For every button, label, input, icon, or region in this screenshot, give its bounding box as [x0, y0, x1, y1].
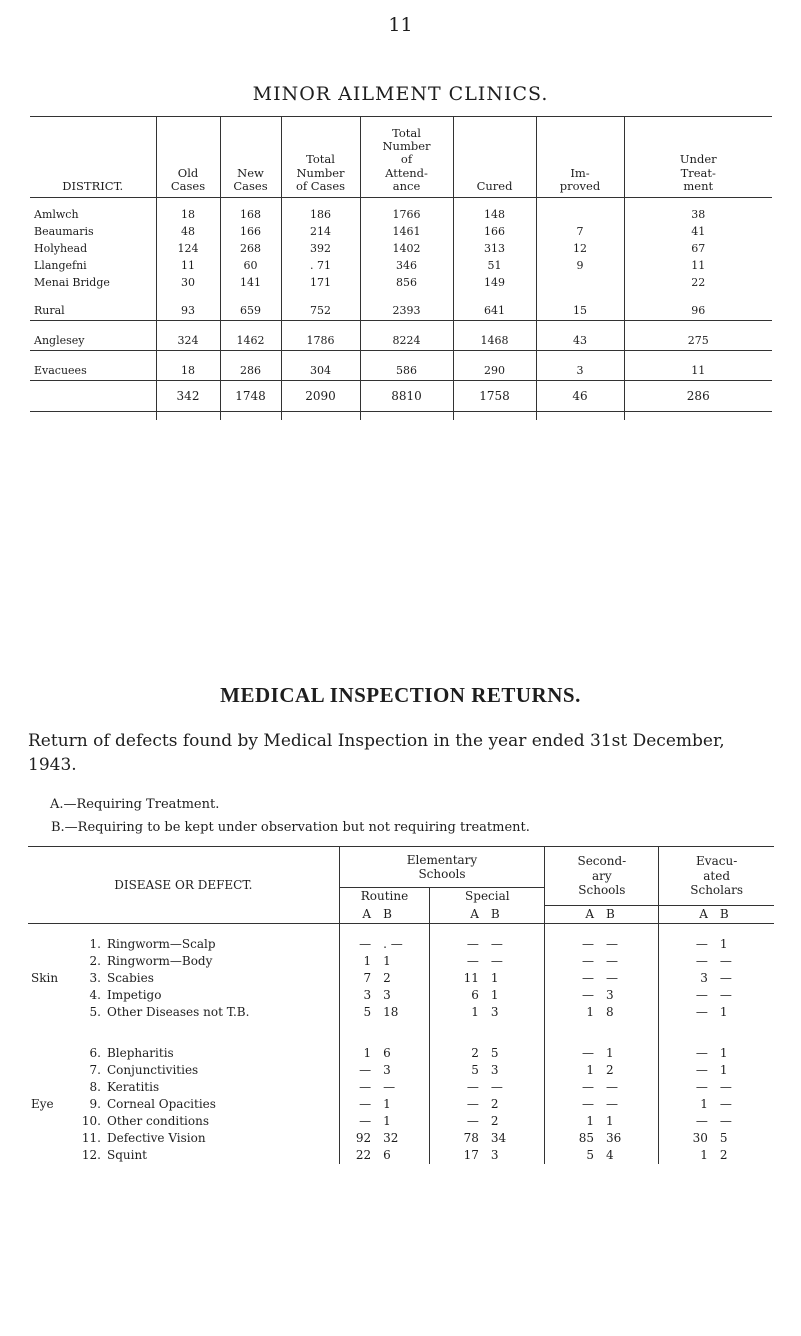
sb-cell: 1	[490, 988, 499, 1002]
defect-label: Scabies	[106, 971, 154, 985]
district-cell	[30, 381, 156, 412]
cured-cell: 290	[453, 351, 536, 381]
secb-cell: 36	[606, 1131, 622, 1145]
sb-cell: —	[490, 937, 503, 951]
eva-cell: 30	[659, 1130, 714, 1147]
cured-cell: 166	[453, 223, 536, 240]
district-cell: Menai Bridge	[34, 276, 110, 289]
attendance-cell: 1402	[360, 240, 453, 257]
defect-number: 11.	[81, 1131, 101, 1145]
secb-cell: —	[606, 954, 618, 968]
col-header-routine: Routine	[339, 888, 430, 906]
col-header-a: A	[430, 905, 485, 923]
col-header-total-cases: Total Number of Cases	[281, 117, 360, 198]
total-cell: 752	[281, 291, 360, 321]
eva-cell: 1	[659, 1147, 714, 1164]
sa-cell: —	[430, 936, 485, 953]
defect-name	[77, 1147, 339, 1164]
cured-cell: 148	[453, 206, 536, 223]
table-row	[28, 1079, 774, 1096]
evb-cell: 2	[719, 1148, 728, 1162]
secb-cell: 3	[606, 988, 614, 1002]
seca-cell: —	[545, 970, 600, 987]
old-cell: 124	[156, 240, 220, 257]
under-cell: 38	[624, 206, 772, 223]
new-cell: 166	[220, 223, 281, 240]
rb-cell: 1	[383, 1114, 391, 1128]
seca-cell: —	[545, 987, 600, 1004]
eva-cell: —	[659, 1004, 714, 1021]
sb-cell: 1	[490, 971, 499, 985]
defect-number: 12.	[81, 1148, 101, 1162]
group-label	[28, 953, 77, 970]
seca-cell: 1	[545, 1004, 600, 1021]
col-header-under-treatment: Under Treat- ment	[624, 117, 772, 198]
secb-cell: 4	[606, 1148, 614, 1162]
total-cell: 1786	[281, 321, 360, 351]
defect-number: 2.	[89, 954, 101, 968]
evb-cell: 5	[719, 1131, 728, 1145]
defect-number: 10.	[81, 1114, 101, 1128]
district-cell: Evacuees	[34, 364, 87, 377]
ra-cell: 22	[339, 1147, 377, 1164]
defect-label: Squint	[106, 1148, 148, 1162]
defect-label: Defective Vision	[106, 1131, 206, 1145]
seca-cell: 85	[545, 1130, 600, 1147]
attendance-cell: 1461	[360, 223, 453, 240]
under-cell: 286	[624, 381, 772, 412]
district-cell: Holyhead	[34, 242, 88, 255]
improved-cell: 46	[536, 381, 624, 412]
secb-cell: —	[606, 937, 618, 951]
defect-label: Keratitis	[106, 1080, 160, 1094]
table-header-row	[30, 117, 772, 198]
ra-cell: 1	[339, 1045, 377, 1062]
col-header-old-cases: Old Cases	[156, 117, 220, 198]
table-row	[28, 1113, 774, 1130]
defect-label: Conjunctivities	[106, 1063, 199, 1077]
eva-cell: —	[659, 987, 714, 1004]
defect-name	[77, 1045, 339, 1062]
spacer-row	[30, 412, 772, 421]
table-row	[28, 936, 774, 953]
improved-cell: 3	[536, 351, 624, 381]
evb-cell: —	[719, 988, 732, 1002]
table-row	[30, 240, 772, 257]
total-cell: 171	[281, 274, 360, 291]
old-cell: 48	[156, 223, 220, 240]
cured-cell: 1758	[453, 381, 536, 412]
secb-cell: —	[606, 1080, 618, 1094]
table-row	[28, 1147, 774, 1164]
total-cell: 2090	[281, 381, 360, 412]
evb-cell: 1	[719, 1046, 728, 1060]
defect-name	[77, 1079, 339, 1096]
group-label	[28, 1113, 77, 1130]
eva-cell: 1	[659, 1096, 714, 1113]
spacer-row	[28, 1021, 774, 1033]
new-cell: 141	[220, 274, 281, 291]
defects-table	[28, 846, 774, 1164]
under-cell: 11	[624, 351, 772, 381]
rb-cell: 32	[383, 1131, 399, 1145]
defect-name	[77, 936, 339, 953]
attendance-cell: 2393	[360, 291, 453, 321]
sa-cell: 2	[430, 1045, 485, 1062]
under-cell: 275	[624, 321, 772, 351]
rb-cell: 18	[383, 1005, 399, 1019]
old-cell: 18	[156, 351, 220, 381]
table-row	[30, 381, 772, 412]
table-row	[28, 1096, 774, 1113]
total-cell: . 71	[281, 257, 360, 274]
ra-cell: 92	[339, 1130, 377, 1147]
col-header-a: A	[339, 905, 377, 923]
group-label	[28, 1130, 77, 1147]
cured-cell: 1468	[453, 321, 536, 351]
attendance-cell: 856	[360, 274, 453, 291]
defect-number: 5.	[89, 1005, 101, 1019]
sb-cell: 2	[490, 1114, 499, 1128]
group-label	[28, 1045, 77, 1062]
group-label	[28, 1147, 77, 1164]
eva-cell: —	[659, 1113, 714, 1130]
table-row	[28, 953, 774, 970]
improved-cell: 9	[536, 257, 624, 274]
rb-cell: —	[383, 1080, 396, 1094]
seca-cell: —	[545, 1045, 600, 1062]
defect-number: 6.	[89, 1046, 101, 1060]
defect-label: Other conditions	[106, 1114, 209, 1128]
district-cell: Anglesey	[34, 334, 85, 347]
col-header-a: A	[659, 905, 714, 923]
under-cell: 11	[624, 257, 772, 274]
defect-name	[77, 1113, 339, 1130]
new-cell: 659	[220, 291, 281, 321]
sb-cell: 5	[490, 1046, 499, 1060]
improved-cell: 15	[536, 291, 624, 321]
col-header-cured: Cured	[453, 117, 536, 198]
defect-label: Ringworm—Scalp	[106, 937, 216, 951]
ra-cell: —	[339, 936, 377, 953]
total-cell: 304	[281, 351, 360, 381]
district-cell: Beaumaris	[34, 225, 94, 238]
table-row	[28, 1130, 774, 1147]
col-header-evacuated: Evacu- ated Scholars	[659, 847, 774, 906]
improved-cell: 7	[536, 223, 624, 240]
under-cell: 22	[624, 274, 772, 291]
spacer-row	[30, 198, 772, 207]
group-label	[28, 1062, 77, 1079]
district-cell: Amlwch	[34, 208, 79, 221]
sb-cell: 34	[490, 1131, 507, 1145]
evb-cell: —	[719, 954, 732, 968]
table-row	[28, 1004, 774, 1021]
table-row	[30, 351, 772, 381]
table-row	[28, 987, 774, 1004]
eva-cell: —	[659, 1062, 714, 1079]
group-label	[28, 987, 77, 1004]
col-header-secondary: Second- ary Schools	[545, 847, 659, 906]
improved-cell: 12	[536, 240, 624, 257]
sb-cell: 3	[490, 1148, 499, 1162]
seca-cell: —	[545, 953, 600, 970]
eva-cell: —	[659, 936, 714, 953]
evb-cell: —	[719, 1114, 732, 1128]
ra-cell: 5	[339, 1004, 377, 1021]
note-a: A.—Requiring Treatment.	[50, 797, 220, 812]
old-cell: 342	[156, 381, 220, 412]
old-cell: 93	[156, 291, 220, 321]
seca-cell: 5	[545, 1147, 600, 1164]
sa-cell: 78	[430, 1130, 485, 1147]
sa-cell: 5	[430, 1062, 485, 1079]
intro-paragraph: Return of defects found by Medical Inspection in the year ended 31st December, 1943.	[28, 731, 725, 775]
sb-cell: 3	[490, 1063, 499, 1077]
cured-cell: 149	[453, 274, 536, 291]
improved-cell	[536, 274, 624, 291]
cured-cell: 51	[453, 257, 536, 274]
defect-number: 4.	[89, 988, 101, 1002]
defect-name	[77, 1096, 339, 1113]
table-row	[30, 291, 772, 321]
defect-number: 3.	[89, 971, 101, 985]
district-cell: Llangefni	[34, 259, 87, 272]
seca-cell: —	[545, 1079, 600, 1096]
sa-cell: —	[430, 1096, 485, 1113]
ra-cell: 3	[339, 987, 377, 1004]
sa-cell: 11	[430, 970, 485, 987]
defect-number: 7.	[89, 1063, 101, 1077]
defect-number: 8.	[89, 1080, 101, 1094]
page-number: 11	[388, 14, 413, 36]
defect-number: 1.	[89, 937, 101, 951]
rb-cell: 1	[383, 954, 391, 968]
improved-cell	[536, 206, 624, 223]
medical-inspection-title: MEDICAL INSPECTION RETURNS.	[220, 683, 581, 707]
defect-name	[77, 1130, 339, 1147]
rb-cell: 3	[383, 1063, 391, 1077]
sa-cell: 1	[430, 1004, 485, 1021]
rb-cell: 2	[383, 971, 391, 985]
defect-name	[77, 953, 339, 970]
ra-cell: —	[339, 1079, 377, 1096]
cured-cell: 313	[453, 240, 536, 257]
district-cell: Rural	[34, 304, 65, 317]
secb-cell: —	[606, 1097, 618, 1111]
sb-cell: 3	[490, 1005, 499, 1019]
col-header-b: B	[490, 906, 500, 921]
col-header-b: B	[383, 906, 392, 921]
ra-cell: —	[339, 1096, 377, 1113]
old-cell: 18	[156, 206, 220, 223]
col-header-elementary: Elementary Schools	[339, 847, 545, 888]
attendance-cell: 8810	[360, 381, 453, 412]
group-label	[28, 1079, 77, 1096]
sa-cell: —	[430, 1113, 485, 1130]
spacer-row	[28, 1033, 774, 1045]
defect-name	[77, 987, 339, 1004]
defect-label: Blepharitis	[106, 1046, 174, 1060]
improved-cell: 43	[536, 321, 624, 351]
note-b: B.—Requiring to be kept under observation but not requiring treatment.	[51, 820, 530, 835]
col-header-new-cases: New Cases	[220, 117, 281, 198]
eva-cell: 3	[659, 970, 714, 987]
group-label	[28, 1004, 77, 1021]
defect-label: Impetigo	[106, 988, 162, 1002]
seca-cell: —	[545, 1096, 600, 1113]
col-header-disease: DISEASE OR DEFECT.	[114, 877, 253, 892]
sa-cell: —	[430, 1079, 485, 1096]
sa-cell: 17	[430, 1147, 485, 1164]
minor-ailment-title: MINOR AILMENT CLINICS.	[252, 83, 549, 105]
sa-cell: 6	[430, 987, 485, 1004]
defect-number: 9.	[89, 1097, 101, 1111]
defect-label: Corneal Opacities	[106, 1097, 216, 1111]
group-label: Eye	[31, 1097, 54, 1111]
eva-cell: —	[659, 953, 714, 970]
rb-cell: 3	[383, 988, 391, 1002]
rb-cell: 1	[383, 1097, 391, 1111]
seca-cell: 1	[545, 1062, 600, 1079]
under-cell: 41	[624, 223, 772, 240]
table-row	[28, 1062, 774, 1079]
table-row	[30, 274, 772, 291]
col-header-improved: Im- proved	[536, 117, 624, 198]
col-header-a: A	[545, 905, 600, 923]
seca-cell: 1	[545, 1113, 600, 1130]
evb-cell: —	[719, 1097, 732, 1111]
under-cell: 96	[624, 291, 772, 321]
attendance-cell: 346	[360, 257, 453, 274]
sa-cell: —	[430, 953, 485, 970]
new-cell: 168	[220, 206, 281, 223]
col-header-district: DISTRICT.	[62, 178, 124, 193]
evb-cell: 1	[719, 937, 728, 951]
defect-name	[77, 1062, 339, 1079]
total-cell: 214	[281, 223, 360, 240]
group-label: Skin	[31, 971, 59, 985]
evb-cell: 1	[719, 1063, 728, 1077]
new-cell: 1462	[220, 321, 281, 351]
attendance-cell: 8224	[360, 321, 453, 351]
secb-cell: 1	[606, 1114, 614, 1128]
table-row	[30, 206, 772, 223]
evb-cell: —	[719, 1080, 732, 1094]
ra-cell: —	[339, 1113, 377, 1130]
spacer-row	[28, 923, 774, 936]
minor-ailment-table	[30, 116, 772, 420]
new-cell: 286	[220, 351, 281, 381]
secb-cell: 8	[606, 1005, 614, 1019]
col-header-b: B	[714, 905, 774, 923]
eva-cell: —	[659, 1045, 714, 1062]
table-row	[30, 257, 772, 274]
attendance-cell: 586	[360, 351, 453, 381]
table-row	[28, 1045, 774, 1062]
ra-cell: 1	[339, 953, 377, 970]
new-cell: 268	[220, 240, 281, 257]
defect-name	[77, 1004, 339, 1021]
ra-cell: 7	[339, 970, 377, 987]
defect-label: Other Diseases not T.B.	[106, 1005, 250, 1019]
secb-cell: 1	[606, 1046, 614, 1060]
under-cell: 67	[624, 240, 772, 257]
defect-name	[77, 970, 339, 987]
table-row	[30, 321, 772, 351]
secb-cell: 2	[606, 1063, 614, 1077]
table-row	[30, 223, 772, 240]
sb-cell: 2	[490, 1097, 499, 1111]
evb-cell: —	[719, 971, 732, 985]
old-cell: 11	[156, 257, 220, 274]
rb-cell: 6	[383, 1046, 391, 1060]
seca-cell: —	[545, 936, 600, 953]
ra-cell: —	[339, 1062, 377, 1079]
total-cell: 186	[281, 206, 360, 223]
sb-cell: —	[490, 954, 503, 968]
table-row	[28, 970, 774, 987]
col-header-special: Special	[430, 888, 545, 906]
group-label	[28, 936, 77, 953]
attendance-cell: 1766	[360, 206, 453, 223]
old-cell: 324	[156, 321, 220, 351]
new-cell: 1748	[220, 381, 281, 412]
col-header-attendance: Total Number of Attend- ance	[360, 117, 453, 198]
defect-label: Ringworm—Body	[106, 954, 213, 968]
cured-cell: 641	[453, 291, 536, 321]
evb-cell: 1	[719, 1005, 728, 1019]
sb-cell: —	[490, 1080, 503, 1094]
old-cell: 30	[156, 274, 220, 291]
col-header-b: B	[600, 905, 659, 923]
new-cell: 60	[220, 257, 281, 274]
total-cell: 392	[281, 240, 360, 257]
rb-cell: 6	[383, 1148, 391, 1162]
rb-cell: . —	[383, 937, 403, 951]
secb-cell: —	[606, 971, 618, 985]
eva-cell: —	[659, 1079, 714, 1096]
